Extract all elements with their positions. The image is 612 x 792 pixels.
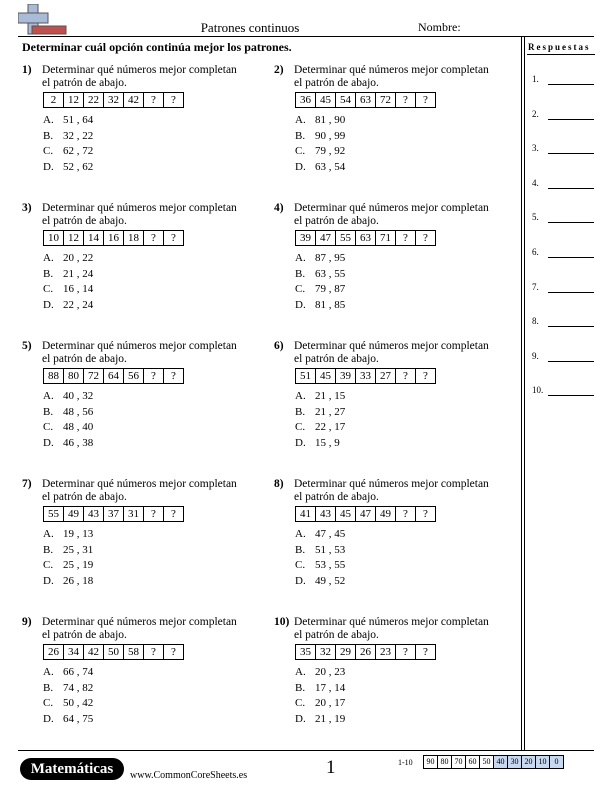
problem-text: Determinar qué números mejor completan el patrón de abajo. (42, 340, 237, 365)
problem-text: Determinar qué números mejor completan el patrón de abajo. (294, 202, 489, 227)
option-letter: D. (295, 160, 306, 173)
option-item (295, 713, 345, 729)
option-value: 22 , 17 (315, 421, 346, 433)
problem-number: 1) (22, 64, 32, 76)
answers-header: Respuestas (528, 42, 591, 52)
sequence-cell: ? (396, 231, 416, 246)
problem-text: Determinar qué números mejor completan el patrón de abajo. (42, 202, 237, 227)
option-item (295, 299, 345, 315)
option-value: 20 , 17 (315, 697, 346, 709)
option-value: 25 , 31 (63, 543, 94, 556)
answer-blank[interactable] (548, 119, 594, 120)
sequence-cell: 16 (104, 231, 124, 246)
sequence-cell: 43 (316, 507, 336, 522)
option-item (295, 437, 345, 453)
option-letter: C. (43, 559, 54, 571)
option-item (43, 697, 93, 713)
problem-text: Determinar qué números mejor completan el patrón de abajo. (294, 478, 489, 503)
score-table (423, 755, 564, 769)
option-item (43, 713, 93, 729)
sequence-table (295, 230, 436, 246)
options-list (43, 528, 93, 590)
option-item (295, 268, 345, 284)
sequence-cell: 49 (376, 507, 396, 522)
problem-number: 10) (274, 616, 290, 628)
option-value: 62 , 72 (63, 145, 94, 157)
option-item (295, 559, 345, 575)
problem-text: Determinar qué números mejor completan el patrón de abajo. (294, 340, 489, 365)
option-letter: B. (295, 543, 306, 556)
sequence-cell: ? (144, 231, 164, 246)
option-value: 21 , 19 (315, 712, 346, 725)
sequence-table (295, 368, 436, 384)
option-letter: B. (43, 681, 54, 694)
answer-number: 8. (532, 316, 539, 327)
answer-number: 6. (532, 247, 539, 257)
sequence-cell: 42 (124, 93, 144, 108)
option-item (43, 114, 93, 130)
option-letter: A. (43, 114, 54, 126)
option-letter: A. (43, 666, 54, 678)
sequence-cell: 43 (84, 507, 104, 522)
sequence-cell: ? (144, 369, 164, 384)
answer-row (532, 247, 594, 257)
sequence-cell: ? (396, 507, 416, 522)
option-value: 90 , 99 (315, 129, 346, 142)
option-item (295, 421, 345, 437)
option-item (295, 544, 345, 560)
sequence-cell: 55 (44, 507, 64, 522)
answer-row (532, 351, 594, 361)
problem-text: Determinar qué números mejor completan el patrón de abajo. (42, 616, 237, 641)
sequence-cell: ? (396, 645, 416, 660)
answer-row (532, 109, 594, 119)
sequence-cell: 22 (84, 93, 104, 108)
sequence-cell: ? (416, 369, 436, 384)
answer-blank[interactable] (548, 292, 594, 293)
option-letter: A. (295, 390, 306, 402)
option-value: 19 , 13 (63, 528, 94, 540)
option-letter: A. (43, 390, 54, 402)
option-value: 51 , 64 (63, 114, 94, 126)
option-item (43, 299, 93, 315)
sequence-cell: 51 (296, 369, 316, 384)
column-divider (521, 36, 522, 751)
option-item (43, 161, 93, 177)
option-value: 46 , 38 (63, 436, 94, 449)
sequence-cell: 71 (376, 231, 396, 246)
answer-row (532, 212, 594, 222)
sequence-cell: 2 (44, 93, 64, 108)
sequence-cell: 34 (64, 645, 84, 660)
sequence-cell: 37 (104, 507, 124, 522)
sequence-cell: 39 (336, 369, 356, 384)
option-value: 74 , 82 (63, 681, 94, 694)
sequence-cell: 45 (336, 507, 356, 522)
score-cell: 20 (522, 756, 536, 769)
option-letter: C. (43, 145, 54, 157)
score-cell: 40 (494, 756, 508, 769)
score-cell: 60 (466, 756, 480, 769)
sequence-cell: 55 (336, 231, 356, 246)
option-letter: B. (43, 267, 54, 280)
answer-row (532, 282, 594, 292)
sequence-cell: 32 (316, 645, 336, 660)
sequence-table (295, 644, 436, 660)
option-item (43, 130, 93, 146)
answer-row (532, 316, 594, 326)
name-label: Nombre: (418, 20, 461, 34)
sequence-cell: 47 (316, 231, 336, 246)
option-letter: D. (295, 436, 306, 449)
option-item (295, 528, 345, 544)
answer-number: 9. (532, 350, 539, 361)
option-letter: D. (295, 298, 306, 311)
sequence-cell: 72 (84, 369, 104, 384)
page-number: 1 (326, 757, 336, 778)
option-letter: A. (295, 252, 306, 264)
option-item (43, 406, 93, 422)
sequence-cell: ? (164, 93, 184, 108)
sequence-cell: 64 (104, 369, 124, 384)
option-item (295, 130, 345, 146)
answer-blank[interactable] (548, 188, 594, 189)
option-value: 32 , 22 (63, 129, 94, 142)
answer-number: 1. (532, 74, 539, 84)
problem-number: 6) (274, 340, 284, 352)
option-letter: A. (43, 252, 54, 264)
options-list (295, 528, 345, 590)
problem-text: Determinar qué números mejor completan el patrón de abajo. (294, 64, 489, 89)
option-item (43, 544, 93, 560)
answer-number: 5. (532, 212, 539, 223)
option-letter: B. (43, 405, 54, 418)
option-letter: B. (295, 405, 306, 418)
sequence-cell: 12 (64, 93, 84, 108)
options-list (295, 252, 345, 314)
option-letter: C. (43, 697, 54, 709)
option-value: 64 , 75 (63, 712, 94, 725)
option-item (43, 437, 93, 453)
option-letter: C. (295, 421, 306, 433)
sequence-cell: 56 (124, 369, 144, 384)
sequence-cell: ? (416, 507, 436, 522)
sequence-cell: ? (144, 93, 164, 108)
option-letter: D. (295, 574, 306, 587)
sequence-cell: 12 (64, 231, 84, 246)
option-value: 17 , 14 (315, 681, 346, 694)
sequence-cell: 49 (64, 507, 84, 522)
option-item (295, 575, 345, 591)
instructions: Determinar cuál opción continúa mejor los patrones. (22, 40, 292, 54)
score-cell: 30 (508, 756, 522, 769)
option-value: 51 , 53 (315, 543, 346, 556)
option-value: 25 , 19 (63, 559, 94, 571)
option-letter: D. (43, 298, 54, 311)
score-cell: 70 (452, 756, 466, 769)
answer-number: 3. (532, 143, 539, 154)
site-url: www.CommonCoreSheets.es (130, 770, 248, 781)
option-item (295, 145, 345, 161)
sequence-cell: 10 (44, 231, 64, 246)
sequence-cell: ? (416, 645, 436, 660)
option-letter: C. (295, 697, 306, 709)
option-letter: B. (295, 267, 306, 280)
sequence-table (43, 230, 184, 246)
sequence-cell: 29 (336, 645, 356, 660)
sequence-cell: 39 (296, 231, 316, 246)
sequence-cell: 14 (84, 231, 104, 246)
option-item (43, 666, 93, 682)
option-value: 63 , 54 (315, 160, 346, 173)
answer-number: 2. (532, 108, 539, 119)
problem-number: 8) (274, 478, 284, 490)
option-item (43, 682, 93, 698)
sequence-cell: 42 (84, 645, 104, 660)
sequence-cell: 18 (124, 231, 144, 246)
column-divider (524, 36, 525, 751)
option-item (295, 390, 345, 406)
option-item (295, 114, 345, 130)
sequence-cell: ? (416, 93, 436, 108)
option-value: 20 , 22 (63, 252, 94, 264)
sequence-cell: 26 (44, 645, 64, 660)
option-item (295, 666, 345, 682)
problem-text: Determinar qué números mejor completan el patrón de abajo. (42, 478, 237, 503)
option-item (295, 682, 345, 698)
problem-number: 4) (274, 202, 284, 214)
option-item (43, 528, 93, 544)
footer-divider (18, 750, 594, 751)
sequence-cell: 23 (376, 645, 396, 660)
sequence-cell: 27 (376, 369, 396, 384)
sequence-cell: 72 (376, 93, 396, 108)
problem-text: Determinar qué números mejor completan el patrón de abajo. (294, 616, 489, 641)
problem-number: 3) (22, 202, 32, 214)
problem-number: 5) (22, 340, 32, 352)
option-item (43, 145, 93, 161)
answer-number: 10. (532, 385, 544, 396)
sequence-cell: 45 (316, 93, 336, 108)
sequence-cell: ? (164, 645, 184, 660)
option-letter: D. (43, 436, 54, 449)
sequence-cell: 35 (296, 645, 316, 660)
option-item (43, 421, 93, 437)
option-value: 26 , 18 (63, 574, 94, 587)
answer-row (532, 143, 594, 153)
option-letter: D. (43, 574, 54, 587)
answer-row (532, 74, 594, 84)
option-letter: A. (295, 528, 306, 540)
answer-blank[interactable] (548, 326, 594, 327)
options-list (295, 390, 345, 452)
sequence-cell: 31 (124, 507, 144, 522)
sequence-cell: ? (164, 369, 184, 384)
answer-number: 7. (532, 281, 539, 292)
option-letter: A. (43, 528, 54, 540)
option-value: 22 , 24 (63, 298, 94, 311)
option-letter: C. (43, 283, 54, 295)
option-letter: B. (43, 129, 54, 142)
sequence-table (295, 92, 436, 108)
sequence-cell: ? (144, 507, 164, 522)
score-cell: 10 (536, 756, 550, 769)
score-cell: 80 (438, 756, 452, 769)
option-letter: C. (43, 421, 54, 433)
option-value: 16 , 14 (63, 283, 94, 295)
option-value: 40 , 32 (63, 390, 94, 402)
sequence-cell: 36 (296, 93, 316, 108)
option-letter: A. (295, 114, 306, 126)
score-cell: 90 (424, 756, 438, 769)
option-value: 49 , 52 (315, 574, 346, 587)
option-value: 21 , 27 (315, 405, 346, 418)
option-value: 63 , 55 (315, 267, 346, 280)
header-divider (18, 36, 594, 37)
sequence-cell: ? (164, 507, 184, 522)
brand-badge: Matemáticas (20, 758, 124, 780)
option-value: 52 , 62 (63, 160, 94, 173)
sequence-cell: 50 (104, 645, 124, 660)
sequence-cell: ? (144, 645, 164, 660)
option-item (295, 406, 345, 422)
sequence-cell: 47 (356, 507, 376, 522)
answer-blank[interactable] (548, 361, 594, 362)
answer-blank[interactable] (548, 257, 594, 258)
answer-blank[interactable] (548, 395, 594, 396)
option-item (295, 283, 345, 299)
option-letter: D. (295, 712, 306, 725)
option-item (43, 390, 93, 406)
option-value: 79 , 92 (315, 145, 346, 157)
option-value: 66 , 74 (63, 666, 94, 678)
option-item (295, 697, 345, 713)
answer-row (532, 178, 594, 188)
option-value: 20 , 23 (315, 666, 346, 678)
option-item (295, 252, 345, 268)
option-value: 48 , 40 (63, 421, 94, 433)
option-value: 81 , 85 (315, 298, 346, 311)
option-value: 87 , 95 (315, 252, 346, 264)
sequence-cell: 88 (44, 369, 64, 384)
score-cell: 50 (480, 756, 494, 769)
option-item (43, 268, 93, 284)
options-list (43, 390, 93, 452)
answers-header-underline (527, 54, 595, 55)
option-letter: C. (295, 283, 306, 295)
answer-blank[interactable] (548, 153, 594, 154)
sequence-cell: 54 (336, 93, 356, 108)
problem-number: 2) (274, 64, 284, 76)
sequence-cell: 41 (296, 507, 316, 522)
options-list (43, 252, 93, 314)
option-letter: B. (295, 681, 306, 694)
option-value: 21 , 24 (63, 267, 94, 280)
option-value: 79 , 87 (315, 283, 346, 295)
option-letter: C. (295, 559, 306, 571)
options-list (295, 114, 345, 176)
option-letter: B. (43, 543, 54, 556)
option-letter: D. (43, 712, 54, 725)
option-value: 50 , 42 (63, 697, 94, 709)
option-letter: A. (295, 666, 306, 678)
sequence-cell: ? (396, 93, 416, 108)
option-letter: C. (295, 145, 306, 157)
options-list (43, 666, 93, 728)
option-value: 81 , 90 (315, 114, 346, 126)
options-list (43, 114, 93, 176)
score-cell: 0 (550, 756, 564, 769)
sequence-table (295, 506, 436, 522)
page-title: Patrones continuos (200, 20, 300, 35)
sequence-cell: 58 (124, 645, 144, 660)
option-item (295, 161, 345, 177)
answer-row (532, 385, 594, 395)
answer-blank[interactable] (548, 222, 594, 223)
problem-number: 9) (22, 616, 32, 628)
sequence-cell: ? (164, 231, 184, 246)
sequence-table (43, 506, 184, 522)
sequence-cell: 32 (104, 93, 124, 108)
sequence-cell: ? (416, 231, 436, 246)
score-range-label: 1-10 (398, 758, 413, 767)
option-item (43, 559, 93, 575)
sequence-cell: 63 (356, 93, 376, 108)
sequence-cell: 63 (356, 231, 376, 246)
sequence-cell: ? (396, 369, 416, 384)
sequence-table (43, 92, 184, 108)
answer-number: 4. (532, 177, 539, 188)
option-letter: D. (43, 160, 54, 173)
option-item (43, 575, 93, 591)
sequence-cell: 33 (356, 369, 376, 384)
option-value: 47 , 45 (315, 528, 346, 540)
option-value: 15 , 9 (315, 436, 340, 449)
sequence-cell: 80 (64, 369, 84, 384)
option-value: 48 , 56 (63, 405, 94, 418)
option-value: 53 , 55 (315, 559, 346, 571)
problem-number: 7) (22, 478, 32, 490)
options-list (295, 666, 345, 728)
option-item (43, 283, 93, 299)
sequence-cell: 45 (316, 369, 336, 384)
option-letter: B. (295, 129, 306, 142)
answer-blank[interactable] (548, 84, 594, 85)
sequence-table (43, 644, 184, 660)
option-value: 21 , 15 (315, 390, 346, 402)
sequence-cell: 26 (356, 645, 376, 660)
problem-text: Determinar qué números mejor completan el patrón de abajo. (42, 64, 237, 89)
option-item (43, 252, 93, 268)
sequence-table (43, 368, 184, 384)
